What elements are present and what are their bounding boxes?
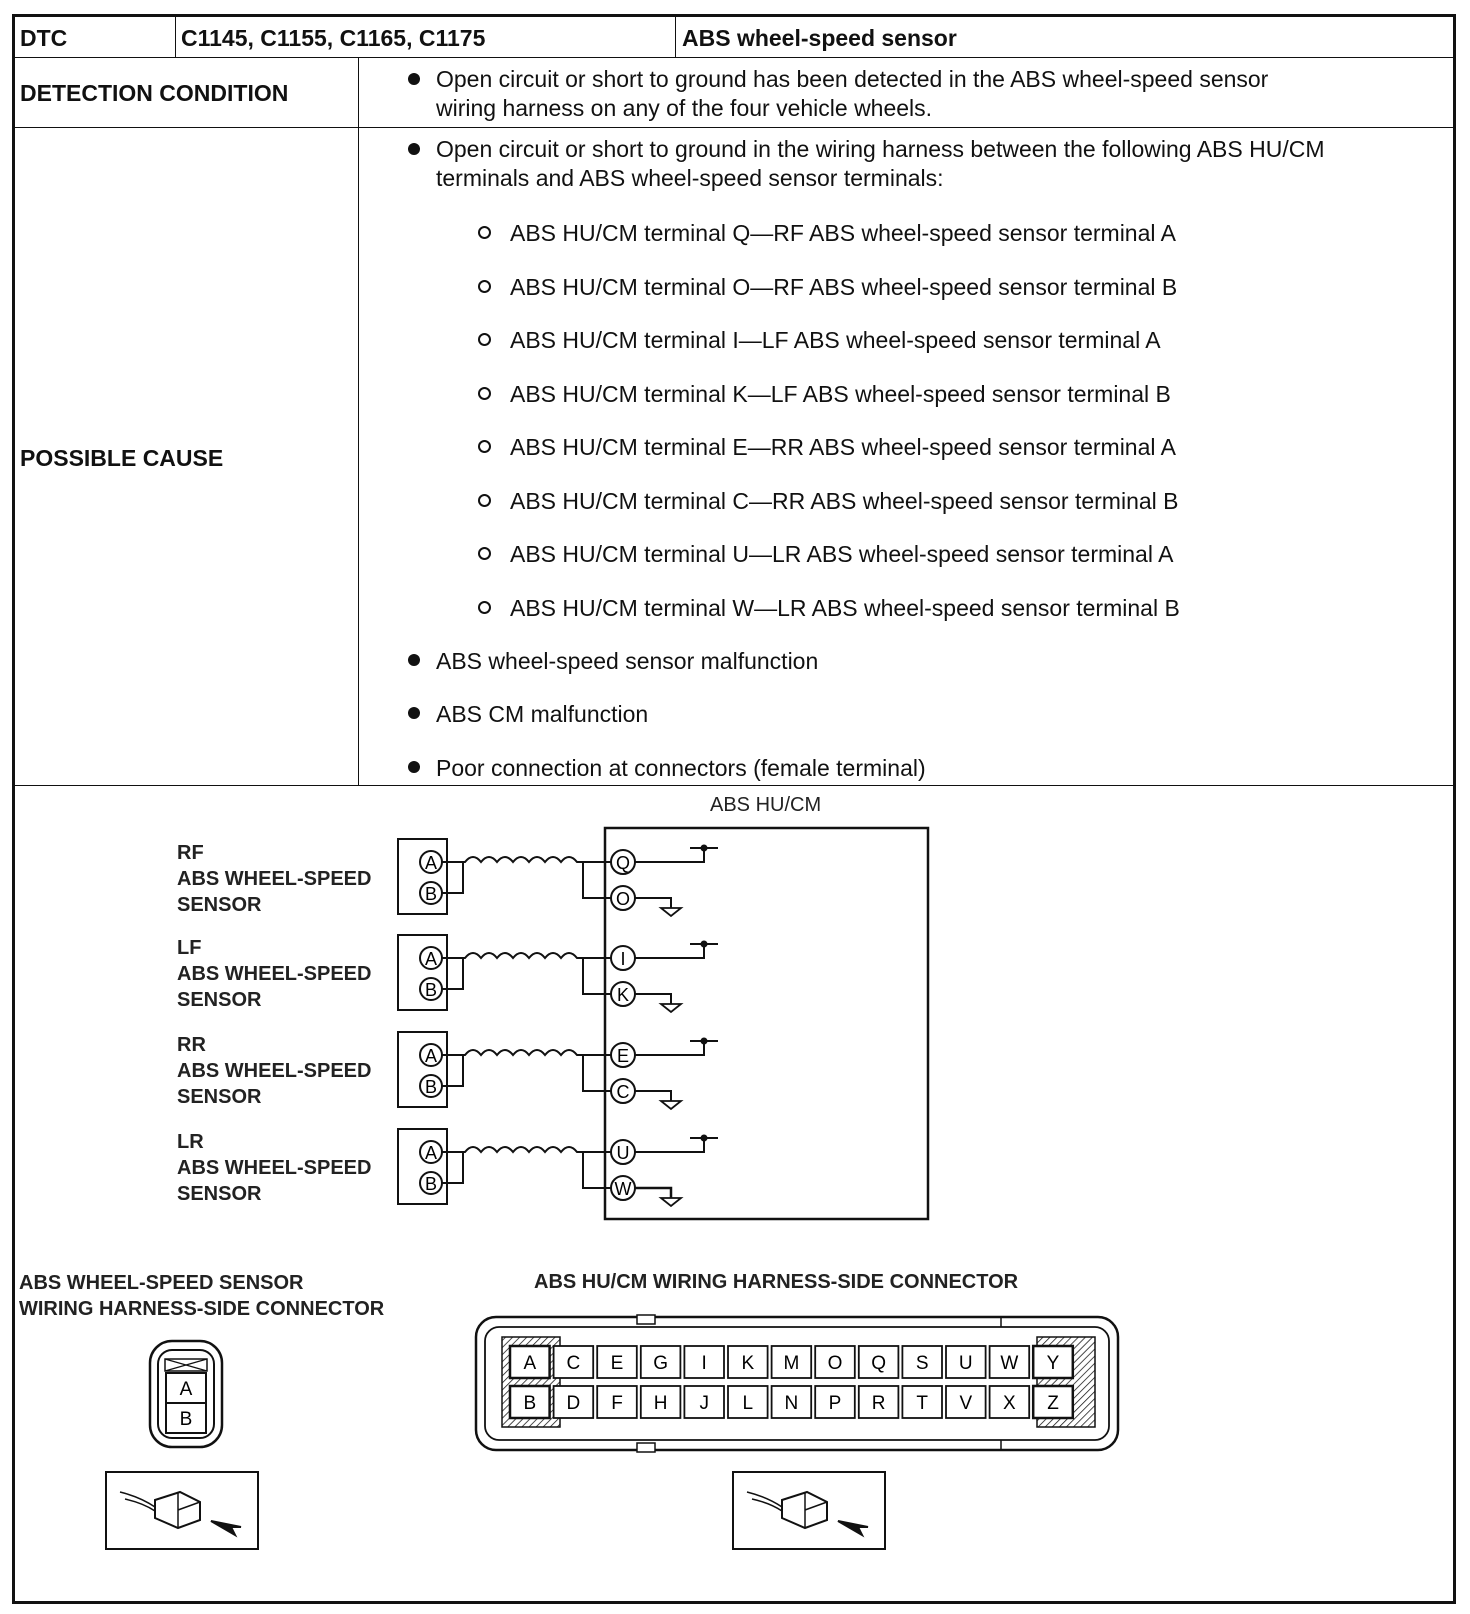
twisted-wire	[442, 953, 611, 958]
pin-label: A	[179, 1379, 193, 1400]
module-pin-label: O	[615, 889, 631, 909]
pin-label-c: C	[566, 1353, 581, 1374]
list-item: ABS HU/CM terminal K—LF ABS wheel-speed sensor terminal B	[510, 381, 1171, 407]
module-pin-label: E	[616, 1046, 630, 1066]
wire	[442, 1152, 463, 1183]
pin-label-a: A	[523, 1353, 537, 1374]
module-view-icon	[733, 1472, 885, 1549]
sensor-position: RR	[177, 1034, 206, 1056]
pin-row-bottom	[510, 1386, 1073, 1418]
ground-icon	[661, 908, 681, 916]
list-item: ABS HU/CM terminal C—RR ABS wheel-speed sensor terminal B	[510, 488, 1179, 514]
sensor-connector-box	[398, 1129, 447, 1204]
pin-label-u: U	[958, 1353, 973, 1374]
pin-label-k: K	[741, 1353, 755, 1374]
pin-label-j: J	[699, 1393, 709, 1414]
detection-condition-label: DETECTION CONDITION	[20, 80, 289, 106]
pin-label-t: T	[916, 1393, 929, 1414]
sensor-harness-connector	[150, 1341, 222, 1447]
pin-label-e: E	[610, 1353, 624, 1374]
wiring-diagram	[15, 17, 1453, 1601]
list-item: ABS HU/CM terminal Q—RF ABS wheel-speed sensor terminal A	[510, 220, 1176, 246]
pin-b-label: B	[424, 980, 438, 1000]
dtc-codes: C1145, C1155, C1165, C1175	[181, 25, 486, 51]
pin-label-l: L	[742, 1393, 754, 1414]
sensor-connector-label	[19, 1270, 384, 1322]
connector-outline	[476, 1317, 1118, 1450]
pin-label-f: F	[611, 1393, 623, 1414]
sensor-position: LF	[177, 937, 202, 959]
list-item: ABS CM malfunction	[436, 701, 649, 727]
module-box	[605, 828, 928, 1219]
junction-dot	[701, 845, 708, 852]
pin-label-m: M	[783, 1353, 800, 1374]
wire	[635, 994, 671, 1004]
twisted-wire	[442, 1147, 611, 1152]
wire	[635, 1137, 704, 1152]
pin-label-r: R	[871, 1393, 886, 1414]
dtc-title: ABS wheel-speed sensor	[682, 25, 957, 51]
junction-dot	[701, 1135, 708, 1142]
pin-label-n: N	[784, 1393, 799, 1414]
pin-a-label: A	[424, 1046, 438, 1066]
detection-text-line: wiring harness on any of the four vehicle wheels.	[436, 95, 933, 121]
module-harness-connector	[476, 1315, 1118, 1452]
pin-label-s: S	[915, 1353, 929, 1374]
sensor-name: SENSOR	[177, 989, 262, 1011]
pin-label-d: D	[566, 1393, 581, 1414]
module-connector-label: ABS HU/CM WIRING HARNESS-SIDE CONNECTOR	[534, 1271, 1019, 1293]
list-item: ABS HU/CM terminal E—RR ABS wheel-speed sensor terminal A	[510, 434, 1176, 460]
pin-label-i: I	[701, 1353, 707, 1374]
sensor-name: ABS WHEEL-SPEED	[177, 963, 372, 985]
wire	[442, 1055, 463, 1086]
module-pin-label: K	[616, 985, 630, 1005]
ground-icon	[661, 1198, 681, 1206]
list-item: ABS HU/CM terminal I—LF ABS wheel-speed sensor terminal A	[510, 327, 1161, 353]
caption-line: ABS WHEEL-SPEED SENSOR	[19, 1272, 304, 1294]
sensor-position: LR	[177, 1131, 204, 1153]
module-pin-label: Q	[615, 853, 631, 873]
ground-icon	[661, 1101, 681, 1109]
sensor-position: RF	[177, 842, 204, 864]
sensor-connector-box	[398, 935, 447, 1010]
pin-label-v: V	[959, 1393, 973, 1414]
module-pin-label: C	[616, 1082, 630, 1102]
sensor-lf-circuit	[398, 935, 718, 1012]
wire	[583, 1152, 611, 1188]
list-item: ABS HU/CM terminal W—LR ABS wheel-speed sensor terminal B	[510, 595, 1180, 621]
sensor-name: SENSOR	[177, 1183, 262, 1205]
list-item: ABS wheel-speed sensor malfunction	[436, 648, 819, 674]
pin-row-top	[510, 1346, 1073, 1378]
wire	[635, 1188, 671, 1198]
wire	[442, 958, 463, 989]
pin-label-y: Y	[1046, 1353, 1060, 1374]
pin-label-w: W	[1000, 1353, 1019, 1374]
pin-a-label: A	[424, 853, 438, 873]
pin-label-g: G	[653, 1353, 668, 1374]
pin-a-label: A	[424, 949, 438, 969]
pin-label-x: X	[1003, 1393, 1016, 1414]
sensor-connector-box	[398, 1032, 447, 1107]
dtc-sheet	[12, 14, 1456, 1604]
wire	[635, 847, 704, 862]
list-item: ABS HU/CM terminal O—RF ABS wheel-speed sensor terminal B	[510, 274, 1178, 300]
intro-text-line: terminals and ABS wheel-speed sensor terminals:	[436, 165, 944, 191]
pin-b-label: B	[424, 884, 438, 904]
sensor-name: ABS WHEEL-SPEED	[177, 1060, 372, 1082]
sensor-rr-circuit	[398, 1032, 718, 1109]
sensor-name: SENSOR	[177, 894, 262, 916]
lock-tab-icon	[637, 1315, 655, 1324]
sensor-view-icon	[106, 1472, 258, 1549]
junction-dot	[701, 1038, 708, 1045]
wire	[635, 1091, 671, 1101]
sensor-name: ABS WHEEL-SPEED	[177, 1157, 372, 1179]
intro-text-line: Open circuit or short to ground in the wiring harness between the following ABS HU/CM	[436, 136, 1325, 162]
pin-label: B	[179, 1409, 193, 1430]
pin-a-label: A	[424, 1143, 438, 1163]
sensor-connector-box	[398, 839, 447, 914]
pin-b-label: B	[424, 1174, 438, 1194]
wire	[635, 898, 671, 908]
sensor-rf-circuit	[398, 839, 718, 916]
twisted-wire	[442, 857, 611, 862]
module-label: ABS HU/CM	[710, 794, 822, 816]
pin-label-h: H	[653, 1393, 668, 1414]
module-pin-label: W	[614, 1179, 632, 1199]
pin-label-z: Z	[1047, 1393, 1059, 1414]
wire	[583, 1055, 611, 1091]
sensor-name: SENSOR	[177, 1086, 262, 1108]
pin-label-p: P	[828, 1393, 842, 1414]
list-item: ABS HU/CM terminal U—LR ABS wheel-speed sensor terminal A	[510, 541, 1174, 567]
connector-inner-outline	[485, 1327, 1109, 1440]
lock-tab-icon	[637, 1443, 655, 1452]
dtc-label: DTC	[20, 25, 68, 51]
ground-icon	[661, 1004, 681, 1012]
wire	[442, 862, 463, 893]
junction-dot	[701, 941, 708, 948]
list-item: Poor connection at connectors (female terminal)	[436, 755, 926, 781]
wire	[583, 958, 611, 994]
module-pin-label: U	[616, 1143, 630, 1163]
twisted-wire	[442, 1050, 611, 1055]
pin-b-label: B	[424, 1077, 438, 1097]
pin-label-b: B	[523, 1393, 537, 1414]
possible-cause-label: POSSIBLE CAUSE	[20, 445, 224, 471]
wire	[635, 943, 704, 958]
caption-line: WIRING HARNESS-SIDE CONNECTOR	[19, 1298, 385, 1320]
wire	[583, 862, 611, 898]
module-pin-label: I	[620, 949, 626, 969]
sensor-lr-circuit	[398, 1129, 718, 1206]
detection-text-line: Open circuit or short to ground has been detected in the ABS wheel-speed sensor	[436, 66, 1269, 92]
pin-label-q: Q	[871, 1353, 886, 1374]
wire	[635, 1040, 704, 1055]
sensor-name: ABS WHEEL-SPEED	[177, 868, 372, 890]
pin-label-o: O	[827, 1353, 843, 1374]
